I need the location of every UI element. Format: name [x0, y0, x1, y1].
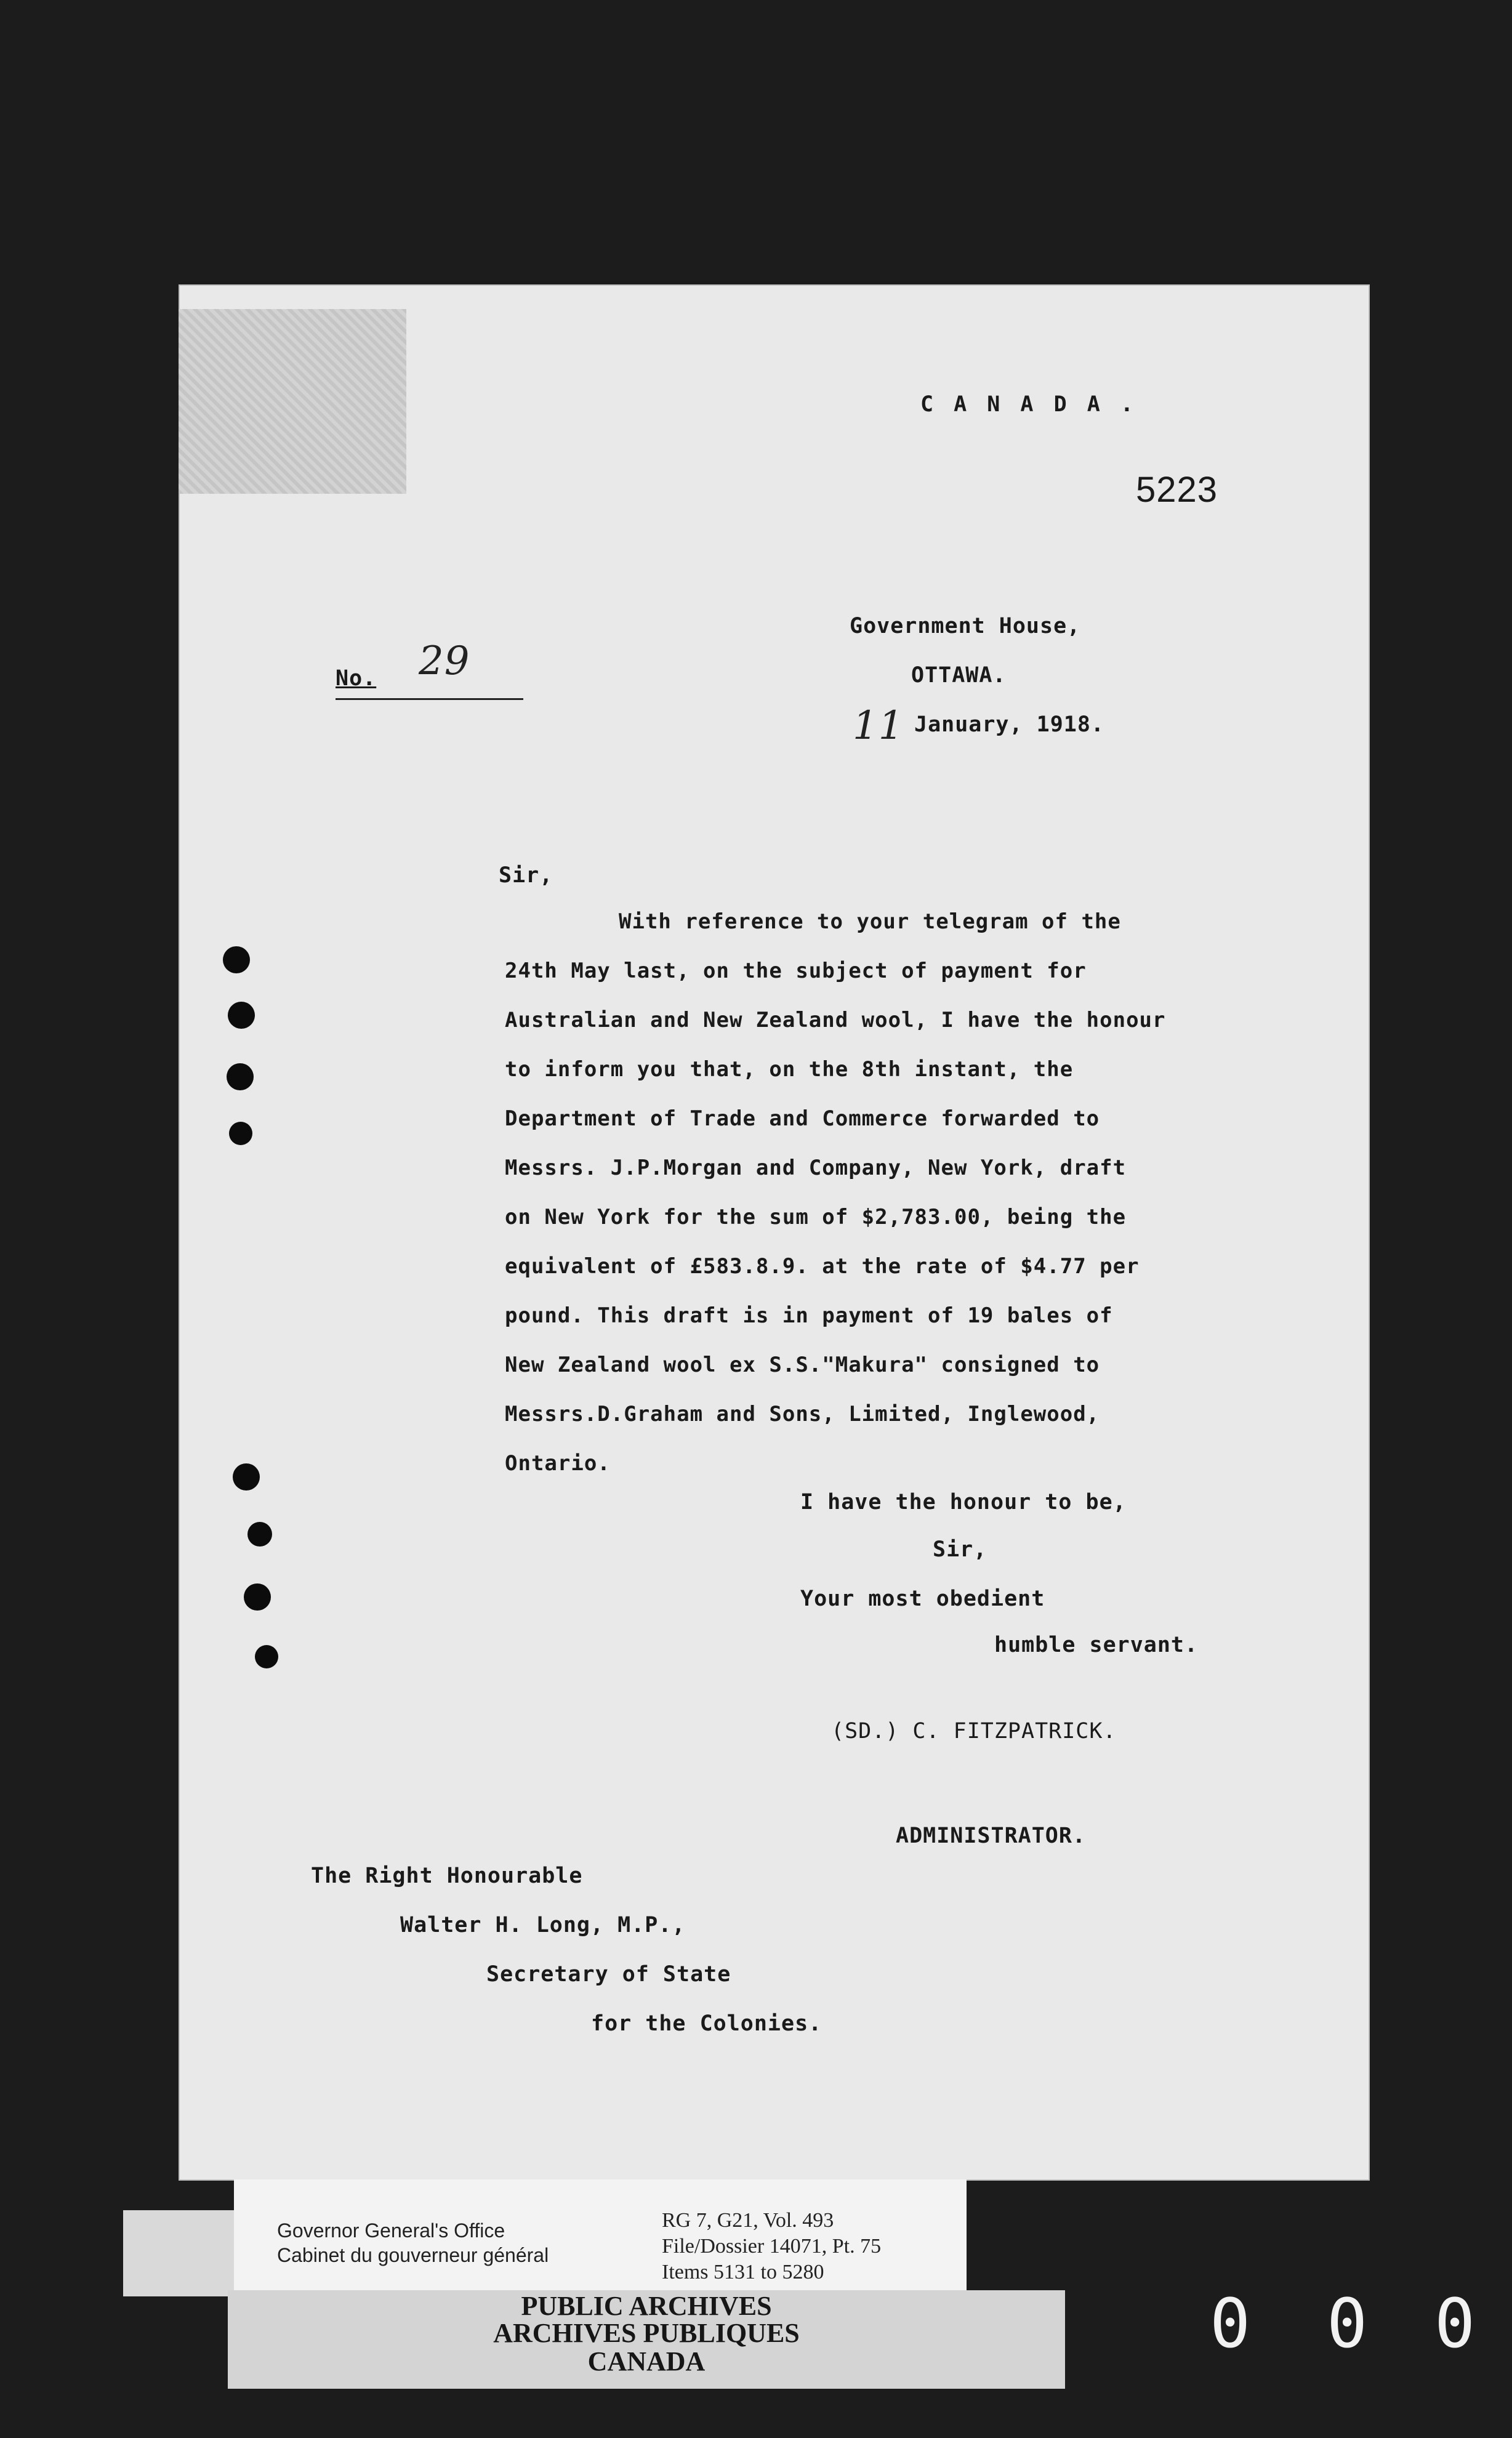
number-underline: [336, 698, 523, 700]
punch-hole: [247, 1522, 272, 1547]
archive-banner: [228, 2290, 1065, 2389]
frame-digit: 0: [1210, 2284, 1251, 2363]
punch-hole: [227, 1063, 254, 1090]
frame-digit: 0: [1434, 2284, 1476, 2363]
handwritten-date-day: 11: [853, 703, 904, 749]
closing-line: I have the honour to be,: [800, 1490, 1127, 1515]
signature: (SD.) C. FITZPATRICK.: [831, 1719, 1117, 1744]
punch-hole: [244, 1583, 271, 1611]
reference-line: RG 7, G21, Vol. 493: [662, 2209, 834, 2232]
handwritten-number: 29: [419, 638, 470, 684]
banner-line: CANADA: [587, 2346, 706, 2376]
banner-line: ARCHIVES PUBLIQUES: [493, 2318, 800, 2348]
recipient-line: The Right Honourable: [311, 1864, 583, 1888]
salutation: Sir,: [499, 863, 553, 888]
archive-reference-label: [234, 2179, 967, 2303]
recipient-line: Walter H. Long, M.P.,: [400, 1913, 686, 1937]
reference-line: Items 5131 to 5280: [662, 2261, 824, 2283]
banner-line: PUBLIC ARCHIVES: [521, 2291, 772, 2321]
closing-line: Sir,: [933, 1537, 987, 1562]
body-line: Australian and New Zealand wool, I have the honour: [505, 1008, 1166, 1032]
paper-clip-mark: [179, 309, 406, 494]
punch-hole: [229, 1122, 252, 1145]
punch-hole: [255, 1645, 278, 1668]
punch-hole: [233, 1463, 260, 1491]
body-line: Department of Trade and Commerce forwarded to: [505, 1106, 1100, 1131]
recipient-line: Secretary of State: [486, 1962, 731, 1987]
body-line: Ontario.: [505, 1451, 611, 1476]
body-line: 24th May last, on the subject of payment for: [505, 959, 1087, 983]
reference-line: File/Dossier 14071, Pt. 75: [662, 2235, 882, 2258]
item-number: 5223: [1136, 470, 1218, 510]
punch-hole: [223, 946, 250, 973]
body-line: pound. This draft is in payment of 19 bales of: [505, 1303, 1113, 1328]
office-name-en: Governor General's Office: [277, 2219, 505, 2242]
label-backing: [123, 2210, 240, 2296]
letter-date: January, 1918.: [914, 712, 1105, 737]
body-line: Messrs.D.Graham and Sons, Limited, Inglewood,: [505, 1402, 1100, 1426]
letter-page: [179, 284, 1370, 2181]
frame-digit: 0: [1327, 2284, 1368, 2363]
body-line: equivalent of £583.8.9. at the rate of $4.77 per: [505, 1254, 1140, 1279]
closing-line: Your most obedient: [800, 1587, 1045, 1611]
body-line: on New York for the sum of $2,783.00, being the: [505, 1205, 1127, 1229]
body-line: With reference to your telegram of the: [619, 909, 1121, 934]
closing-line: humble servant.: [994, 1633, 1199, 1657]
body-line: to inform you that, on the 8th instant, the: [505, 1057, 1074, 1082]
address-line: Government House,: [850, 614, 1081, 638]
office-name-fr: Cabinet du gouverneur général: [277, 2244, 549, 2266]
signatory-title: ADMINISTRATOR.: [896, 1824, 1087, 1848]
punch-hole: [228, 1002, 255, 1029]
recipient-line: for the Colonies.: [591, 2011, 822, 2036]
number-label: No.: [336, 666, 377, 691]
country-heading: C A N A D A .: [920, 392, 1137, 417]
address-line: OTTAWA.: [911, 663, 1007, 688]
body-line: Messrs. J.P.Morgan and Company, New York, draft: [505, 1156, 1127, 1180]
body-line: New Zealand wool ex S.S."Makura" consigned to: [505, 1353, 1100, 1377]
